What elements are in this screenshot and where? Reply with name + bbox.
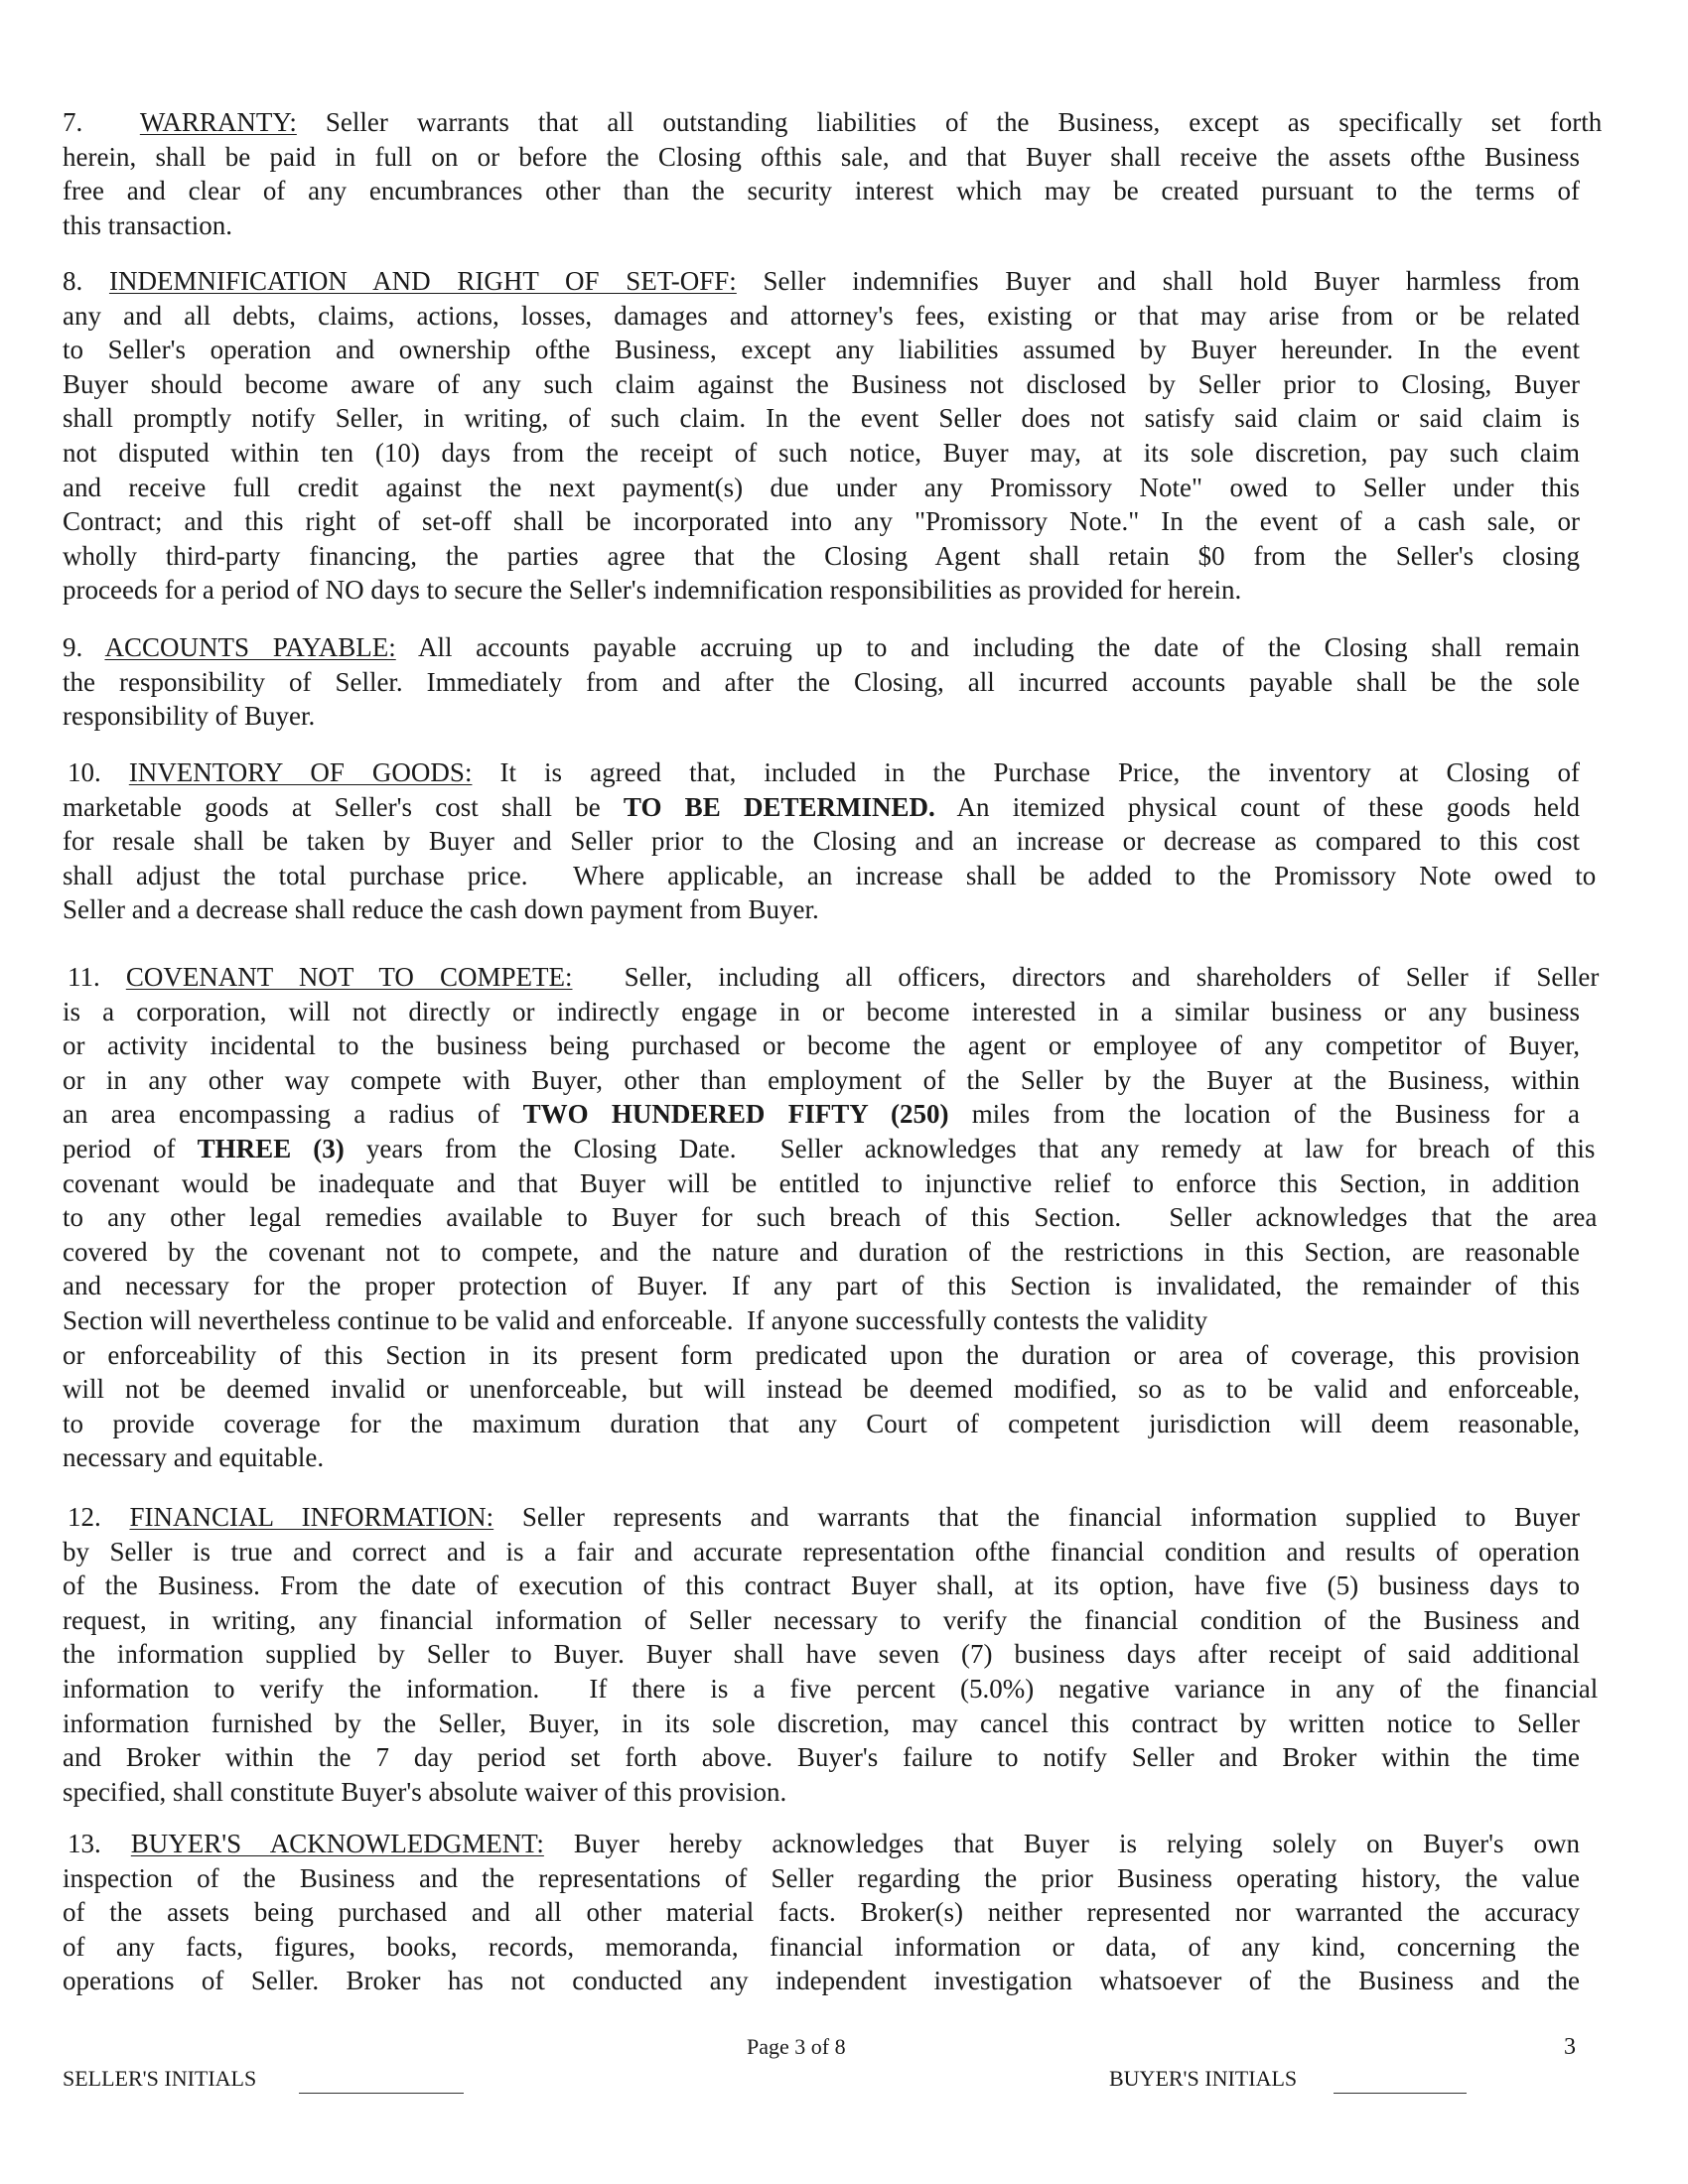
text-segment: to any other legal remedies available to Buyer for such breach of this Section. Seller acknowledges that the area bbox=[63, 1202, 1598, 1233]
section-number: 10. bbox=[68, 757, 101, 787]
text-segment: marketable goods at Seller's cost shall be bbox=[63, 791, 624, 822]
section-7 bbox=[63, 105, 1603, 242]
text-line bbox=[63, 1775, 1580, 1810]
text-line bbox=[63, 1569, 1580, 1603]
text-line bbox=[63, 755, 1580, 790]
text-segment: or activity incidental to the business being purchased or become the agent or employee of any competitor of Buyer, bbox=[63, 1030, 1580, 1061]
text-segment: any and all debts, claims, actions, losses, damages and attorney's fees, existing or that may arise from or be related bbox=[63, 300, 1580, 331]
text-segment: Seller and a decrease shall reduce the cash down payment from Buyer. bbox=[63, 894, 819, 925]
bold-text: TWO HUNDERED FIFTY (250) bbox=[522, 1099, 949, 1130]
text-line bbox=[63, 1440, 1580, 1475]
text-line bbox=[63, 699, 1580, 734]
text-segment: or enforceability of this Section in its present form predicated upon the duration or area of coverage, this provision bbox=[63, 1339, 1580, 1370]
text-line bbox=[63, 174, 1580, 208]
text-line bbox=[63, 436, 1580, 471]
text-line bbox=[63, 892, 1580, 927]
seller-initials-label: SELLER'S INITIALS bbox=[63, 2066, 257, 2091]
text-line bbox=[63, 105, 1603, 140]
section-13 bbox=[63, 1827, 1580, 1998]
text-line bbox=[63, 1235, 1580, 1270]
text-line bbox=[63, 539, 1580, 574]
text-line bbox=[63, 504, 1580, 539]
section-heading: FINANCIAL INFORMATION: bbox=[129, 1502, 494, 1532]
text-segment: of the assets being purchased and all other material facts. Broker(s) neither represented nor warranted the accuracy bbox=[63, 1897, 1580, 1928]
text-line bbox=[63, 299, 1580, 334]
section-heading: ACCOUNTS PAYABLE: bbox=[104, 632, 396, 662]
text-line bbox=[63, 1303, 1580, 1338]
buyer-initials-label: BUYER'S INITIALS bbox=[1109, 2066, 1298, 2091]
text-line bbox=[63, 333, 1580, 367]
page-label: Page 3 of 8 bbox=[747, 2034, 846, 2059]
text-segment: not disputed within ten (10) days from the receipt of such notice, Buyer may, at its sole discretion, pay such claim bbox=[63, 437, 1580, 468]
text-segment: Seller warrants that all outstanding liabilities of the Business, except as specifically set forth bbox=[296, 107, 1603, 137]
buyer-initials-field[interactable] bbox=[1334, 2093, 1467, 2094]
text-line bbox=[63, 1500, 1580, 1535]
text-line bbox=[63, 1964, 1580, 1998]
text-line bbox=[63, 1269, 1580, 1303]
text-segment: to Seller's operation and ownership ofthe Business, except any liabilities assumed by Buyer hereunder. In the event bbox=[63, 335, 1580, 365]
section-heading: INVENTORY OF GOODS: bbox=[128, 757, 473, 787]
text-line bbox=[63, 1930, 1580, 1965]
text-segment: Seller represents and warrants that the financial information supplied to Buyer bbox=[493, 1502, 1580, 1532]
text-segment: will not be deemed invalid or unenforceable, but will instead be deemed modified, so as to be valid and enforceable, bbox=[63, 1374, 1580, 1405]
text-segment: It is agreed that, included in the Purchase Price, the inventory at Closing of bbox=[472, 757, 1581, 787]
bold-text: TO BE DETERMINED. bbox=[623, 791, 935, 822]
text-segment: miles from the location of the Business for a bbox=[948, 1099, 1580, 1130]
section-8 bbox=[63, 264, 1580, 608]
text-segment: and Broker within the 7 day period set forth above. Buyer's failure to notify Seller and Broker within the time bbox=[63, 1742, 1580, 1773]
text-segment: inspection of the Business and the representations of Seller regarding the prior Business operating history, the value bbox=[63, 1862, 1580, 1893]
section-number: 7. bbox=[63, 107, 83, 137]
text-line bbox=[63, 140, 1580, 175]
text-line bbox=[63, 1063, 1580, 1098]
text-line bbox=[63, 630, 1580, 665]
text-line bbox=[63, 1637, 1580, 1672]
text-line bbox=[63, 573, 1580, 608]
text-line bbox=[63, 1535, 1580, 1570]
text-line bbox=[63, 1132, 1596, 1166]
text-segment: covenant would be inadequate and that Buyer will be entitled to injunctive relief to enforce this Section, in addition bbox=[63, 1167, 1580, 1198]
text-line bbox=[63, 1603, 1580, 1638]
text-line bbox=[63, 1740, 1580, 1775]
text-segment: request, in writing, any financial information of Seller necessary to verify the financial condition of the Business and bbox=[63, 1604, 1580, 1635]
text-segment: the information supplied by Seller to Buyer. Buyer shall have seven (7) business days after receipt of said additional bbox=[63, 1639, 1580, 1670]
text-line bbox=[63, 1338, 1580, 1373]
seller-initials-field[interactable] bbox=[299, 2093, 464, 2094]
text-line bbox=[63, 1706, 1580, 1741]
text-segment: or in any other way compete with Buyer, other than employment of the Seller by the Buyer at the Business, within bbox=[63, 1064, 1580, 1095]
section-10 bbox=[63, 755, 1597, 927]
text-segment: is a corporation, will not directly or indirectly engage in or become interested in a similar business or any business bbox=[63, 996, 1580, 1026]
section-9 bbox=[63, 630, 1580, 734]
text-segment: period of bbox=[63, 1133, 198, 1163]
text-line bbox=[63, 1407, 1580, 1441]
text-segment: of any facts, figures, books, records, memoranda, financial information or data, of any kind, concerning the bbox=[63, 1931, 1580, 1962]
section-number: 13. bbox=[68, 1829, 101, 1858]
text-line bbox=[63, 665, 1580, 700]
text-line bbox=[63, 1861, 1580, 1896]
text-segment: an area encompassing a radius of bbox=[63, 1099, 523, 1130]
section-11 bbox=[63, 960, 1600, 1475]
section-heading: INDEMNIFICATION AND RIGHT OF SET-OFF: bbox=[108, 266, 737, 296]
section-number: 9. bbox=[63, 632, 83, 662]
text-segment: Seller indemnifies Buyer and shall hold Buyer harmless from bbox=[736, 266, 1580, 296]
text-segment: Seller, including all officers, directors and shareholders of Seller if Seller bbox=[572, 962, 1600, 992]
section-12 bbox=[63, 1500, 1599, 1809]
text-line bbox=[63, 1672, 1599, 1706]
text-line bbox=[63, 367, 1580, 402]
text-segment: All accounts payable accruing up to and including the date of the Closing shall remain bbox=[395, 632, 1581, 662]
text-segment: herein, shall be paid in full on or before the Closing ofthis sale, and that Buyer shall receive the assets ofthe Business bbox=[63, 141, 1580, 172]
text-line bbox=[63, 264, 1580, 299]
text-segment: by Seller is true and correct and is a fair and accurate representation ofthe financial condition and results of operation bbox=[63, 1536, 1580, 1567]
text-segment: Buyer should become aware of any such claim against the Business not disclosed by Seller prior to Closing, Buyer bbox=[63, 368, 1580, 399]
text-segment: necessary and equitable. bbox=[63, 1442, 325, 1473]
text-segment: Section will nevertheless continue to be valid and enforceable. If anyone successfully contests the validity bbox=[63, 1304, 1208, 1335]
text-line bbox=[63, 1895, 1580, 1930]
text-segment: responsibility of Buyer. bbox=[63, 701, 316, 732]
text-line bbox=[63, 401, 1580, 436]
text-segment: years from the Closing Date. Seller acknowledges that any remedy at law for breach of this bbox=[344, 1133, 1596, 1163]
text-segment: Contract; and this right of set-off shall be incorporated into any "Promissory Note." In the event of a cash sale, or bbox=[63, 506, 1580, 537]
text-segment: proceeds for a period of NO days to secure the Seller's indemnification responsibilities as provided for herein. bbox=[63, 575, 1242, 606]
text-segment: shall promptly notify Seller, in writing, of such claim. In the event Seller does not satisfy said claim or said claim is bbox=[63, 403, 1580, 434]
text-segment: shall adjust the total purchase price. Where applicable, an increase shall be added to the Promissory Note owed to bbox=[63, 860, 1597, 890]
text-line bbox=[63, 471, 1580, 505]
text-segment: An itemized physical count of these goods held bbox=[934, 791, 1581, 822]
text-segment: for resale shall be taken by Buyer and Seller prior to the Closing and an increase or decrease as compared to this cost bbox=[63, 826, 1580, 857]
bold-text: THREE (3) bbox=[197, 1133, 345, 1163]
page-number: 3 bbox=[1564, 2034, 1576, 2060]
section-heading: WARRANTY: bbox=[139, 107, 297, 137]
text-line bbox=[63, 960, 1600, 995]
text-segment: wholly third-party financing, the parties agree that the Closing Agent shall retain $0 from the Seller's closing bbox=[63, 540, 1580, 571]
text-line bbox=[63, 824, 1580, 859]
text-line bbox=[63, 1097, 1580, 1132]
text-segment: information to verify the information. If there is a five percent (5.0%) negative variance in any of the financial bbox=[63, 1673, 1599, 1704]
text-segment: free and clear of any encumbrances other than the security interest which may be created pursuant to the terms of bbox=[63, 176, 1580, 206]
text-segment: specified, shall constitute Buyer's absolute waiver of this provision. bbox=[63, 1776, 787, 1807]
section-number: 8. bbox=[63, 266, 83, 296]
text-segment: covered by the covenant not to compete, and the nature and duration of the restrictions in this Section, are reasonable bbox=[63, 1236, 1580, 1267]
text-segment: the responsibility of Seller. Immediately from and after the Closing, all incurred accounts payable shall be the sole bbox=[63, 666, 1580, 697]
section-heading: COVENANT NOT TO COMPETE: bbox=[125, 962, 573, 992]
text-line bbox=[63, 208, 1580, 243]
text-line bbox=[63, 790, 1580, 825]
text-segment: to provide coverage for the maximum duration that any Court of competent jurisdiction will deem reasonable, bbox=[63, 1408, 1580, 1438]
text-line bbox=[63, 1372, 1580, 1407]
text-line bbox=[63, 1028, 1580, 1063]
text-line bbox=[63, 1200, 1598, 1235]
text-line bbox=[63, 995, 1580, 1029]
text-segment: this transaction. bbox=[63, 209, 232, 240]
section-number: 12. bbox=[68, 1502, 101, 1532]
text-segment: and necessary for the proper protection of Buyer. If any part of this Section is invalidated, the remainder of this bbox=[63, 1271, 1580, 1301]
text-line bbox=[63, 1166, 1580, 1201]
text-segment: information furnished by the Seller, Buyer, in its sole discretion, may cancel this contract by written notice to Seller bbox=[63, 1707, 1580, 1738]
text-line bbox=[63, 1827, 1580, 1861]
section-number: 11. bbox=[68, 962, 100, 992]
text-line bbox=[63, 859, 1597, 893]
text-segment: of the Business. From the date of execution of this contract Buyer shall, at its option, have five (5) business days to bbox=[63, 1570, 1580, 1601]
section-heading: BUYER'S ACKNOWLEDGMENT: bbox=[130, 1829, 544, 1858]
text-segment: operations of Seller. Broker has not conducted any independent investigation whatsoever of the Business and the bbox=[63, 1966, 1580, 1996]
text-segment: Buyer hereby acknowledges that Buyer is relying solely on Buyer's own bbox=[543, 1829, 1581, 1858]
text-segment: and receive full credit against the next payment(s) due under any Promissory Note" owed to Seller under this bbox=[63, 472, 1580, 502]
